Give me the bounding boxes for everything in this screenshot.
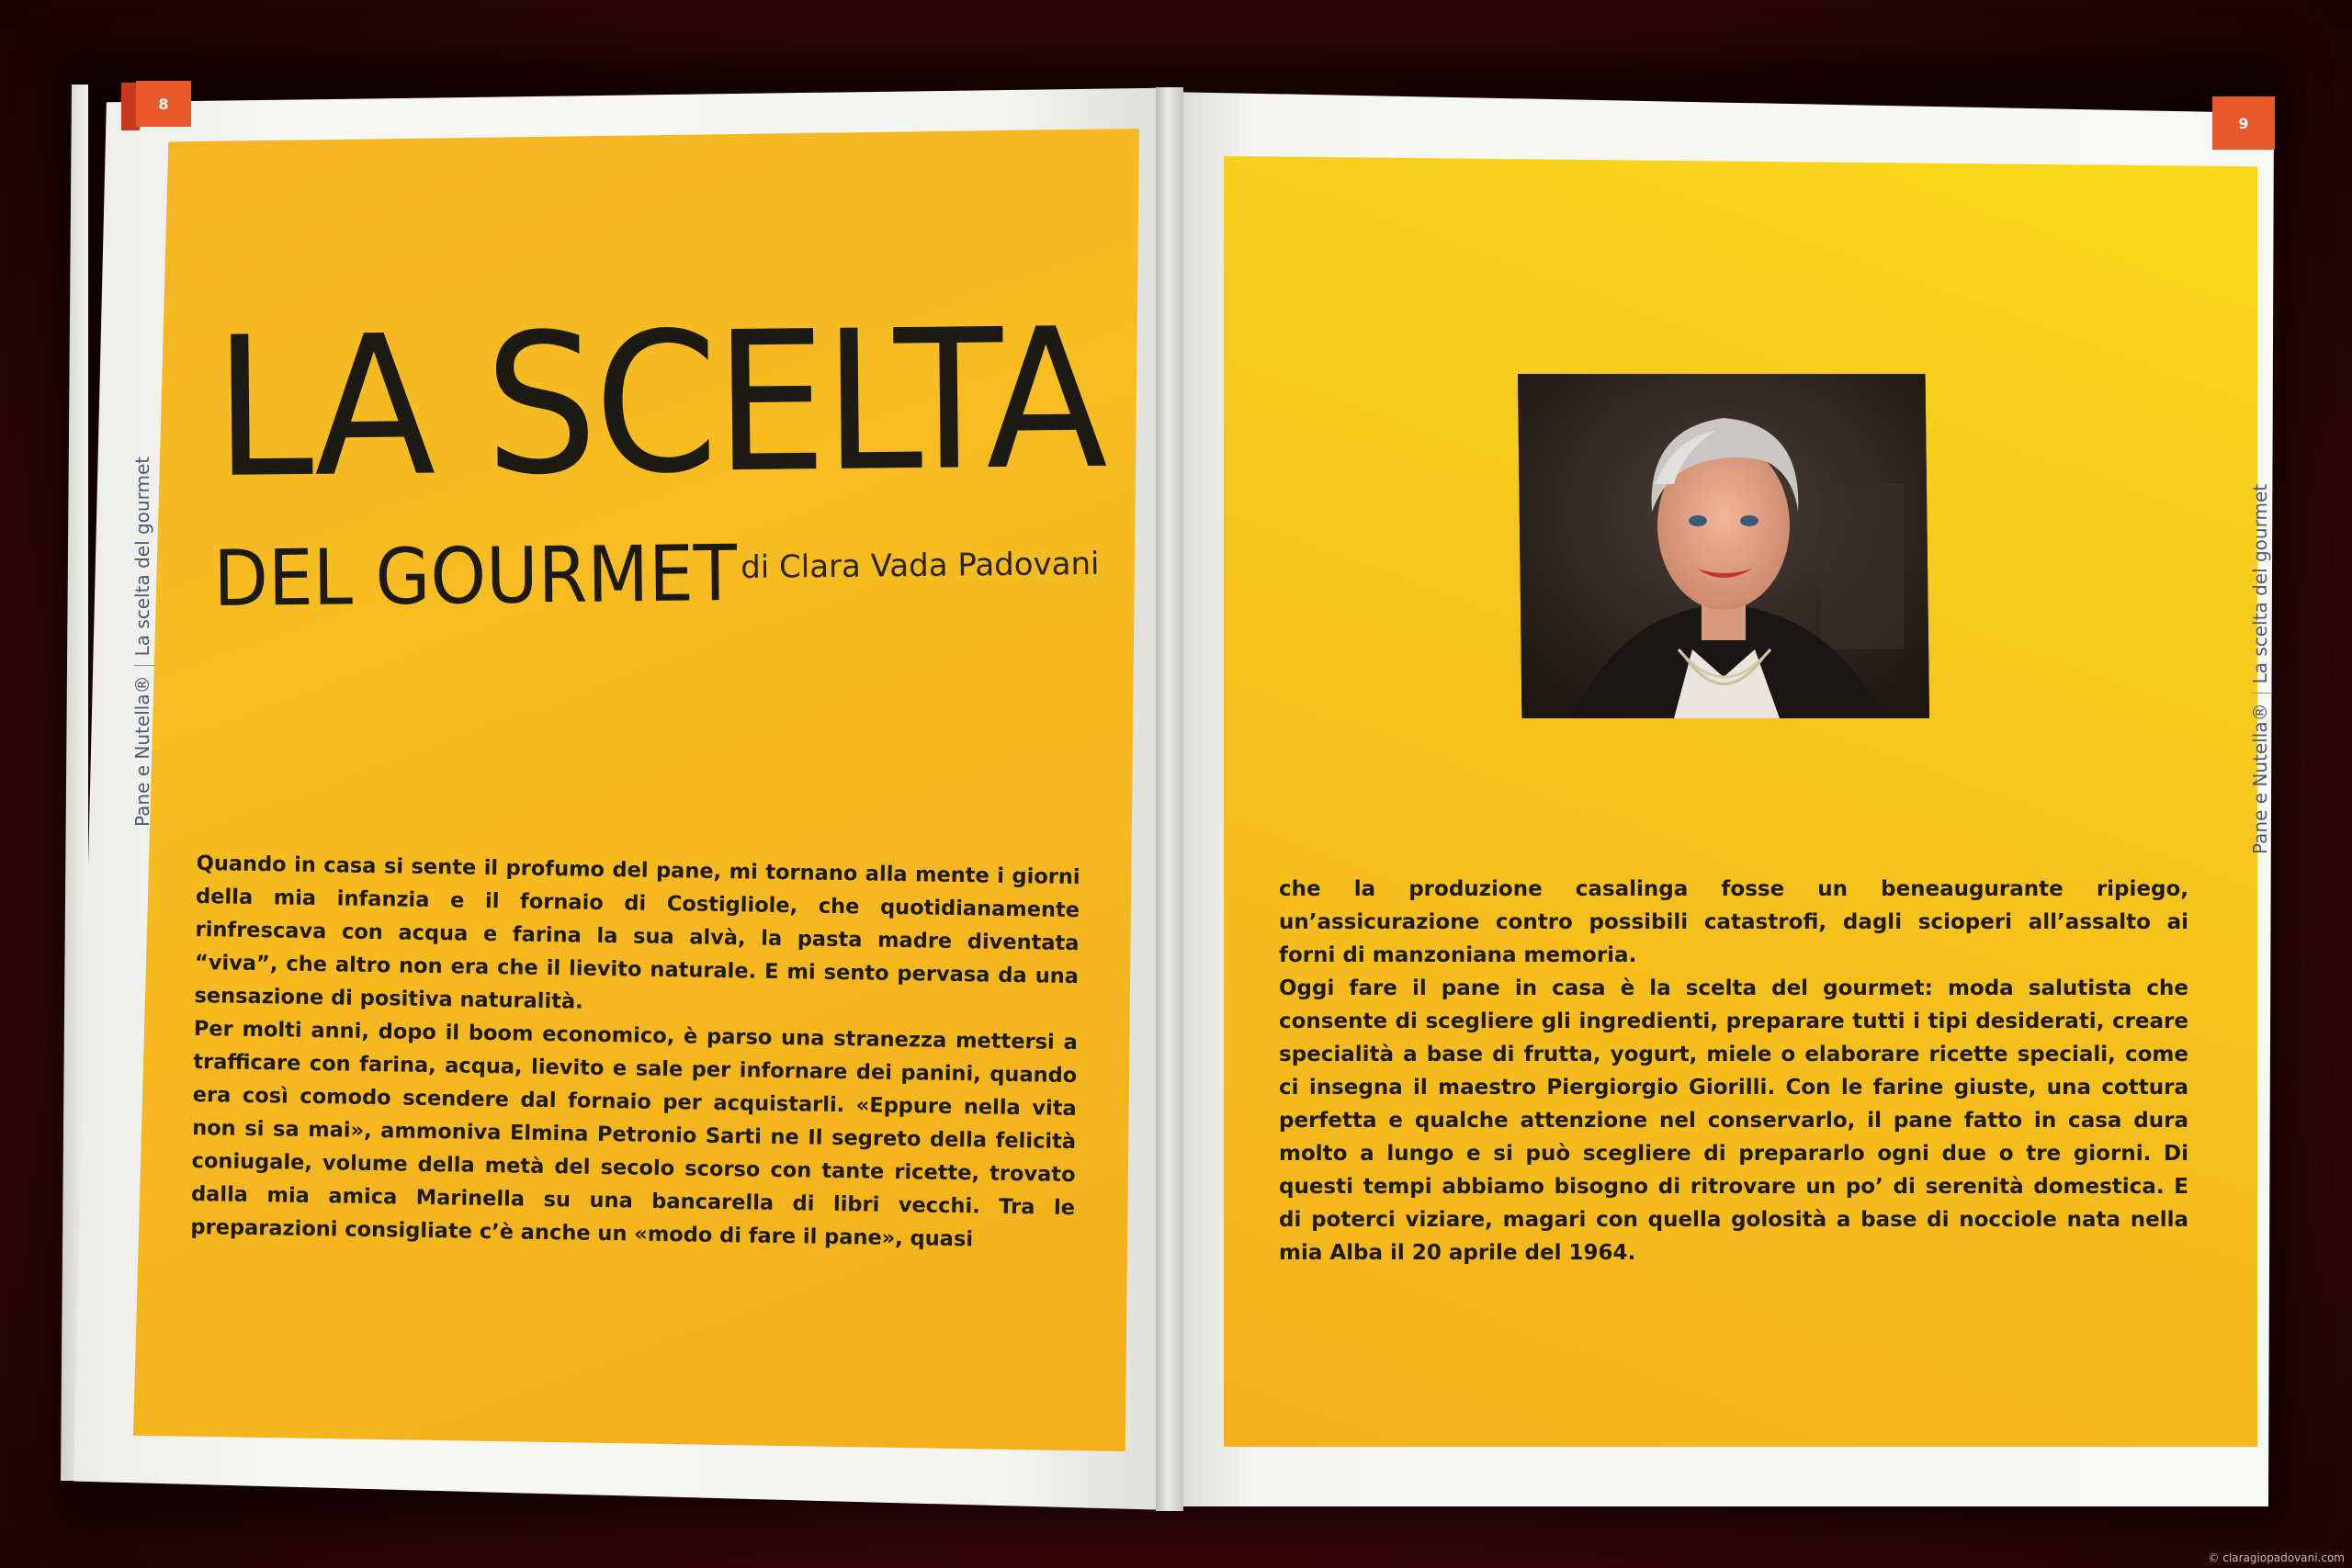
running-header-chapter: La scelta del gourmet	[131, 456, 153, 657]
book-spine	[1156, 87, 1183, 1511]
paragraph: Quando in casa si sente il profumo del pane, mi tornano alla mente i giorni della mia infanzia e il fornaio di Costigliole, che quotidianamente rinfrescava con acqua e farina la sua alvà, la pasta madre diventata “viva”, che altro non era che il lievito naturale. E mi sento pervasa da una sensazione di positiva naturalità.	[194, 851, 1080, 1014]
page-number-right: 9	[2212, 96, 2275, 150]
article-title: LA SCELTA	[212, 286, 1105, 521]
paragraph: che la produzione casalinga fosse un beneaugurante ripiego, un’assicurazione contro possibili catastrofi, dagli scioperi all’assalto ai forni di manzoniana memoria.	[1279, 877, 2188, 967]
running-header-divider	[2252, 693, 2272, 694]
article-byline: di Clara Vada Padovani	[741, 545, 1100, 586]
paragraph: Oggi fare il pane in casa è la scelta del gourmet: moda salutista che consente di scegliere gli ingredienti, preparare tutti i tipi desiderati, creare specialità a base di frutta, yogurt, miele o elaborare ricette speciali, come ci insegna il maestro Piergiorgio Giorilli. Con le farine giuste, una cottura perfetta e qualche attenzione nel conservarlo, il pane fatto in casa dura molto a lungo e si può scegliere di prepararlo ogni due o tre giorni. Di questi tempi abbiamo bisogno di ritrovare un po’ di serenità domestica. E di poterci viziare, magari con quella golosità a base di nocciole nata nella mia Alba il 20 aprile del 1964.	[1279, 976, 2188, 1265]
portrait-image	[1518, 374, 1929, 718]
running-header-right	[2249, 484, 2272, 854]
running-header-chapter: La scelta del gourmet	[2249, 483, 2271, 684]
running-header-book: Pane e Nutella®	[131, 675, 153, 827]
running-header-book: Pane e Nutella®	[2249, 703, 2271, 854]
running-header-left	[131, 457, 154, 827]
running-header-divider	[134, 665, 154, 666]
page-number-left: 8	[136, 81, 191, 127]
paragraph: Per molti anni, dopo il boom economico, è parso una stranezza mettersi a trafficare con farina, acqua, lievito e sale per infornare dei panini, quando era così comodo scendere dal fornaio per acquistarli. «Eppure nella vita non si sa mai», ammoniva Elmina Petronio Sarti ne Il segreto della felicità coniugale, volume della metà del secolo scorso con tante ricette, trovato dalla mia amica Marinella su una bancarella di libri vecchi. Tra le preparazioni consigliate c’è anche un «modo di fare il pane», quasi	[190, 1016, 1078, 1252]
left-body-text	[190, 847, 1080, 1258]
article-subtitle: DEL GOURMET	[212, 528, 738, 624]
author-portrait-photo	[1518, 374, 1929, 718]
right-body-text	[1279, 873, 2188, 1269]
copyright-watermark: © claragiopadovani.com	[2208, 1551, 2345, 1564]
